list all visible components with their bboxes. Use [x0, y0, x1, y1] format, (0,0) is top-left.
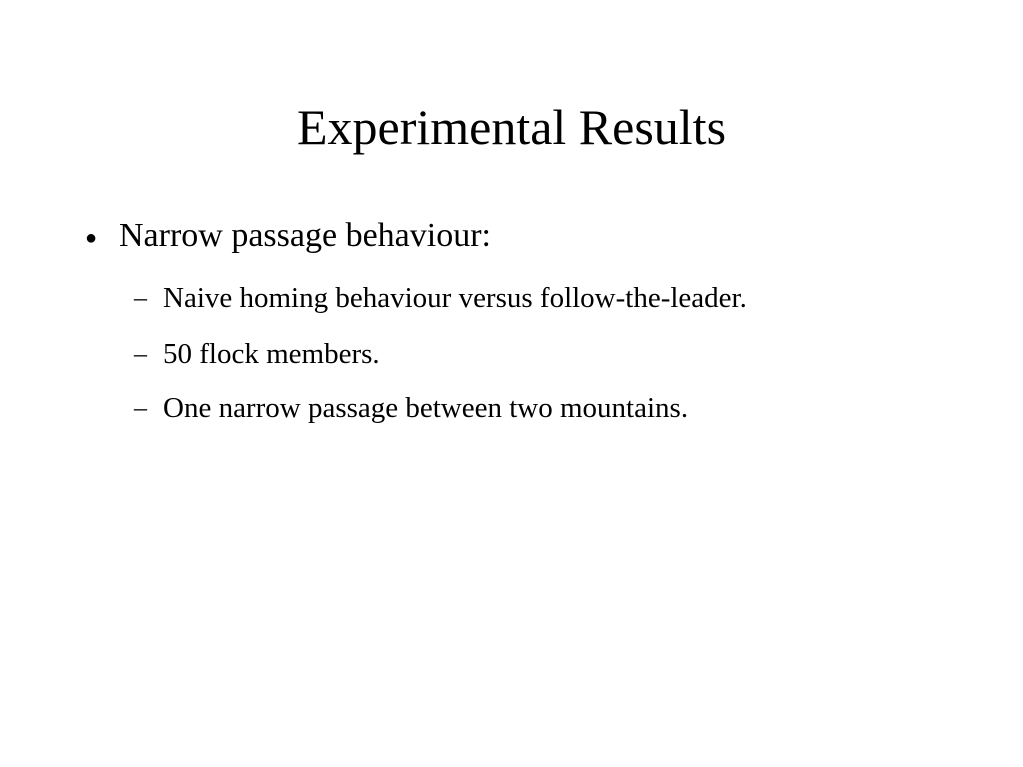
bullet-item	[0, 214, 1000, 264]
sub-bullet-item	[0, 279, 1000, 319]
sub-bullet-item	[0, 389, 1000, 429]
sub-bullet-text: 50 flock members.	[163, 338, 380, 370]
slide-title: Experimental Results	[296, 99, 727, 155]
sub-bullet-text: One narrow passage between two mountains.	[163, 392, 689, 424]
bullet-dot-icon: ●	[85, 227, 98, 249]
sub-bullet-text: Naive homing behaviour versus follow-the-leader.	[163, 282, 747, 314]
dash-icon: –	[134, 339, 147, 368]
dash-icon: –	[134, 283, 147, 312]
dash-icon: –	[134, 393, 147, 422]
bullet-text: Narrow passage behaviour:	[119, 217, 491, 254]
sub-bullet-item	[0, 335, 1000, 375]
